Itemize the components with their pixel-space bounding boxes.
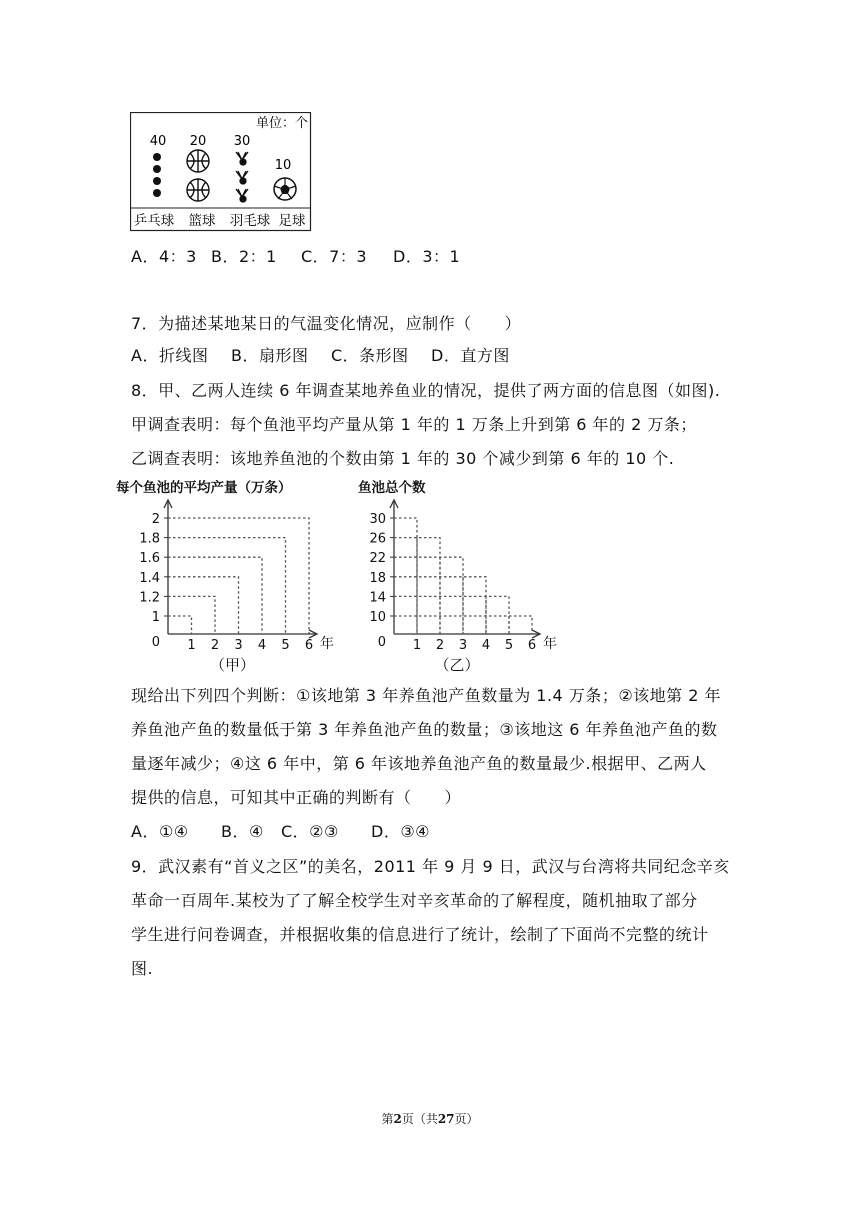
y-tick-label: 1	[151, 610, 160, 625]
q9-line-2: 革命一百周年.某校为了了解全校学生对辛亥革命的了解程度，随机抽取了部分	[131, 891, 698, 910]
chart-jia	[112, 476, 342, 678]
x-tick-label: 5	[281, 638, 290, 653]
q6-options	[131, 246, 460, 268]
x-tick-label: 3	[234, 638, 243, 653]
football-label: 足球	[278, 213, 306, 229]
x-tick-label: 3	[458, 638, 468, 653]
y-tick-label: 0	[151, 635, 160, 650]
q8-stem-line-3: 乙调查表明：该地养鱼池的个数由第 1 年的 30 个减少到第 6 年的 10 个.	[131, 449, 675, 468]
y-tick-label: 14	[369, 590, 386, 606]
q9-line-3: 学生进行问卷调查，并根据收集的信息进行了统计，绘制了下面尚不完整的统计	[131, 925, 709, 944]
chart-yi	[350, 476, 570, 678]
basketball-count: 20	[189, 134, 207, 149]
footer-prefix: 第	[381, 1112, 394, 1126]
y-tick-label: 10	[369, 610, 386, 625]
q6-option-a[interactable]: A．4：3	[131, 247, 197, 266]
badminton-shuttlecock-icon	[236, 152, 248, 202]
x-tick-label: 6	[304, 638, 314, 653]
y-tick-label: 26	[369, 531, 386, 547]
y-tick-label: 30	[369, 512, 386, 527]
chart-caption: （乙）	[434, 656, 480, 674]
q8-option-a[interactable]: A．①④	[131, 822, 189, 841]
x-tick-label: 1	[412, 638, 422, 653]
q8-option-c[interactable]: C．②③	[281, 822, 339, 841]
x-axis-label: 年	[320, 636, 334, 652]
footer-total: 27	[437, 1112, 455, 1126]
q9-line-4: 图.	[131, 959, 154, 978]
x-tick-label: 2	[435, 638, 445, 653]
footer-page: 2	[393, 1112, 402, 1126]
basketball-icon	[187, 150, 209, 201]
y-tick-label: 1.4	[139, 570, 160, 586]
chart-title: 鱼池总个数	[358, 480, 426, 496]
x-tick-label: 2	[210, 638, 220, 653]
x-axis-label: 年	[543, 636, 557, 652]
q8-options	[131, 821, 430, 843]
q7-option-b[interactable]: B．扇形图	[231, 346, 309, 365]
q8-stem-line-2: 甲调查表明：每个鱼池平均产量从第 1 年的 1 万条上升到第 6 年的 2 万条；	[131, 415, 697, 434]
y-tick-label: 0	[377, 635, 386, 650]
ping-pong-ball-icon	[153, 153, 161, 197]
football-icon	[274, 178, 296, 200]
y-tick-label: 18	[369, 570, 386, 586]
q7-option-a[interactable]: A．折线图	[131, 346, 209, 365]
x-tick-label: 1	[187, 638, 196, 653]
unit-label: 单位：个	[255, 116, 308, 131]
data-step-3	[394, 557, 463, 634]
q6-option-c[interactable]: C．7：3	[301, 247, 368, 266]
x-tick-label: 6	[527, 638, 537, 653]
q6-option-b[interactable]: B．2：1	[211, 247, 277, 266]
page-footer	[0, 1110, 860, 1127]
data-step-5	[394, 596, 509, 634]
y-tick-label: 22	[369, 551, 386, 567]
data-step-1	[168, 616, 192, 634]
football-count: 10	[274, 158, 292, 173]
ball-count-figure	[130, 112, 312, 232]
q8-judgement-line-4: 提供的信息，可知其中正确的判断有（ ）	[131, 788, 462, 807]
x-tick-label: 4	[257, 638, 267, 653]
q7-options	[131, 345, 510, 367]
pingpong-count: 40	[149, 134, 167, 149]
badminton-count: 30	[233, 134, 251, 149]
footer-mid: 页（共	[401, 1112, 438, 1126]
basketball-label: 篮球	[188, 213, 216, 229]
chart-caption: （甲）	[209, 656, 256, 674]
y-tick-label: 2	[151, 512, 160, 527]
q8-stem-line-1: 8．甲、乙两人连续 6 年调查某地养鱼业的情况，提供了两方面的信息图（如图).	[131, 381, 721, 400]
footer-suffix: 页）	[454, 1112, 479, 1126]
q8-judgement-line-3: 量逐年减少；④这 6 年中，第 6 年该地养鱼池产鱼的数量最少.根据甲、乙两人	[131, 754, 707, 773]
q6-option-d[interactable]: D．3：1	[393, 247, 461, 266]
chart-title: 每个鱼池的平均产量（万条）	[116, 480, 292, 496]
q8-judgement-line-1: 现给出下列四个判断：①该地第 3 年养鱼池产鱼数量为 1.4 万条；②该地第 2 年	[131, 686, 722, 705]
q8-option-d[interactable]: D．③④	[371, 822, 431, 841]
q7-option-c[interactable]: C．条形图	[331, 346, 409, 365]
x-tick-label: 4	[481, 638, 491, 653]
pingpong-label: 乒乓球	[133, 213, 175, 229]
data-step-5	[168, 538, 286, 634]
data-step-4	[394, 577, 486, 634]
badminton-label: 羽毛球	[229, 213, 271, 229]
q8-option-b[interactable]: B．④	[221, 822, 264, 841]
q8-judgement-line-2: 养鱼池产鱼的数量低于第 3 年养鱼池产鱼的数量；③该地这 6 年养鱼池产鱼的数	[131, 720, 718, 739]
data-step-4	[168, 557, 262, 634]
y-tick-label: 1.6	[139, 551, 160, 567]
q7-stem: 7．为描述某地某日的气温变化情况，应制作（ ）	[131, 314, 522, 333]
data-step-3	[168, 577, 239, 634]
y-tick-label: 1.8	[139, 531, 160, 547]
q7-option-d[interactable]: D．直方图	[431, 346, 510, 365]
y-tick-label: 1.2	[139, 590, 160, 606]
x-tick-label: 5	[504, 638, 514, 653]
q9-line-1: 9．武汉素有“首义之区”的美名，2011 年 9 月 9 日，武汉与台湾将共同纪念辛亥	[131, 857, 730, 876]
